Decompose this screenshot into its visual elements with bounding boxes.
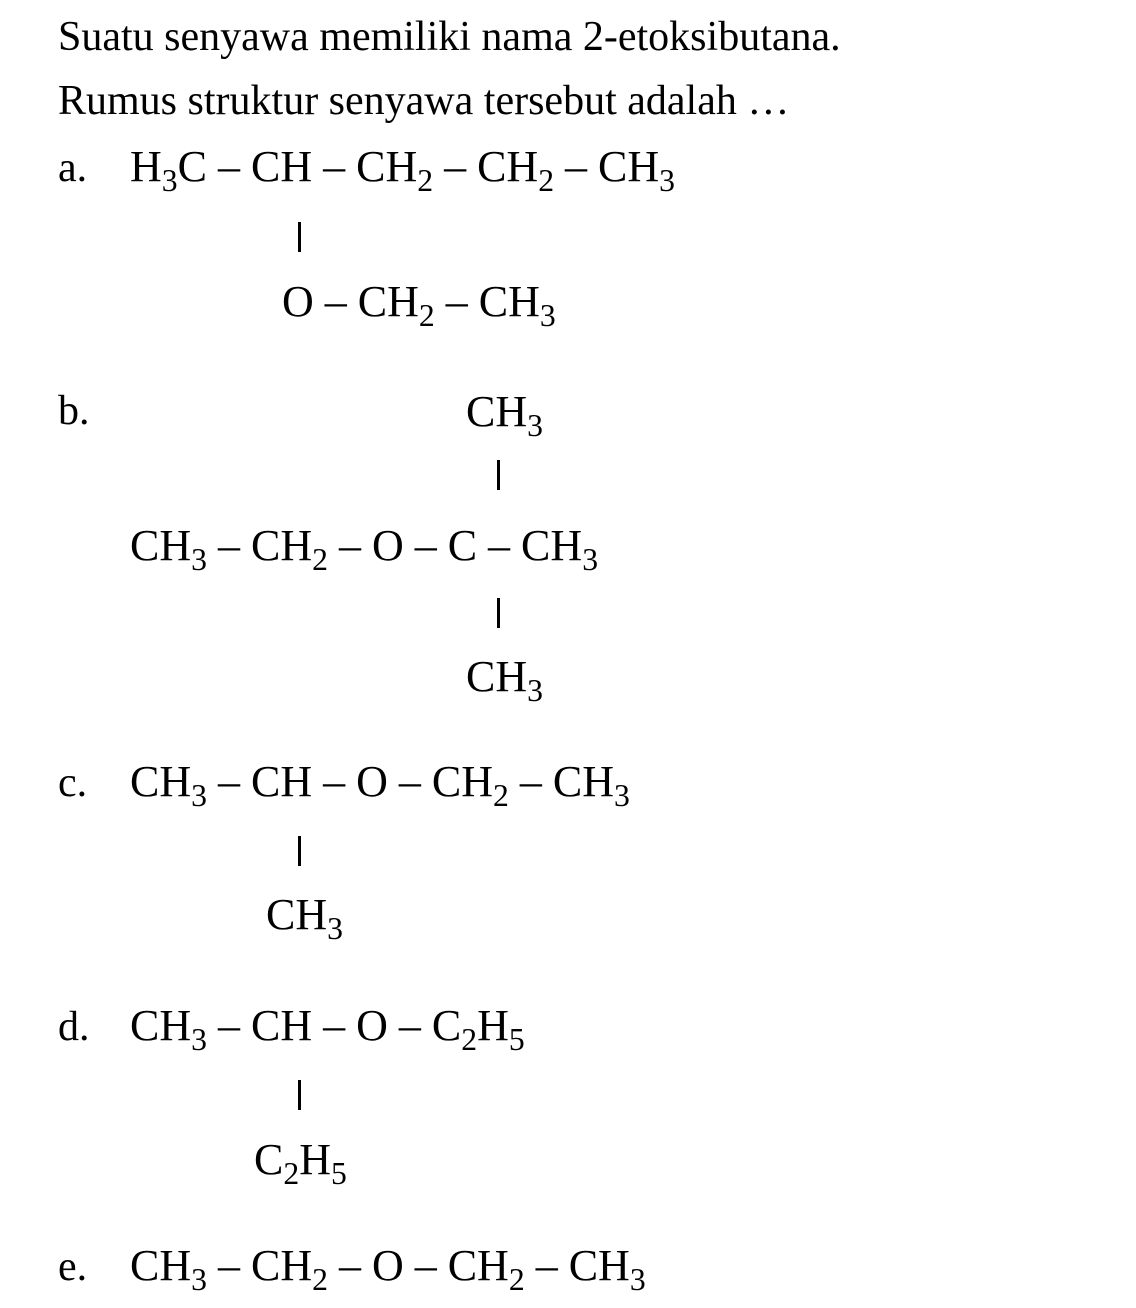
question-line-2: Rumus struktur senyawa tersebut adalah … — [58, 78, 790, 124]
option-e-main-chain: $CH_3 - CH_2$ – O – $CH_2 - CH_3$ — [130, 1241, 646, 1298]
option-d-branch: $C_2H_5$ — [254, 1135, 347, 1192]
option-b-top-bond — [497, 460, 500, 490]
option-b-main-chain: $CH_3 - CH_2$ – O – C – $CH_3$ — [130, 521, 599, 578]
option-e-label: e. — [58, 1244, 88, 1290]
option-c-branch: $CH_3$ — [266, 890, 343, 947]
option-b-top-branch: $CH_3$ — [466, 387, 543, 444]
option-d-label: d. — [58, 1004, 90, 1050]
option-a-main-chain: $H_3C$ – CH – $CH_2 - CH_2 - CH_3$ — [130, 142, 675, 199]
option-d-main-chain: $CH_3$ – CH – O – $C_2H_5$ — [130, 1001, 525, 1058]
option-d-bond — [298, 1080, 301, 1110]
option-a-label: a. — [58, 145, 88, 191]
option-b-bottom-bond — [497, 598, 500, 628]
option-c-label: c. — [58, 760, 88, 806]
option-b-bottom-branch: $CH_3$ — [466, 652, 543, 709]
option-c-bond — [298, 836, 301, 866]
option-a-bond — [298, 222, 301, 252]
option-c-main-chain: $CH_3$ – CH – O – $CH_2 - CH_3$ — [130, 757, 630, 814]
question-line-1: Suatu senyawa memiliki nama 2-etoksibutana. — [58, 14, 841, 60]
option-b-label: b. — [58, 388, 90, 434]
option-a-branch: O – $CH_2 - CH_3$ — [282, 277, 556, 334]
